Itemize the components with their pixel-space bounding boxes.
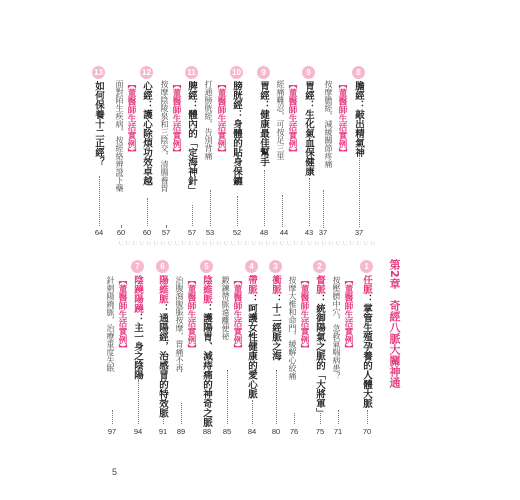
entry-number-badge: 9: [302, 66, 315, 79]
dot-leader: [163, 405, 164, 424]
entry-title: 衝脈：十二經脈之海: [270, 275, 281, 361]
entry-number-badge: 7: [131, 260, 144, 273]
sub-label: 【董醫師生活實例】: [287, 80, 297, 157]
dot-leader: [323, 190, 324, 228]
page-number: 64: [94, 228, 104, 237]
toc-entry-bladder[interactable]: [230, 66, 243, 186]
toc-sub-entry[interactable]: [171, 80, 181, 157]
sub-label: 【董醫師生活實例】: [126, 80, 136, 157]
dot-leader: [320, 413, 321, 424]
entry-number-badge: 3: [269, 260, 282, 273]
dot-leader: [359, 155, 360, 227]
dot-leader: [166, 225, 167, 227]
entry-title: 任脈：掌管生殖孕養的人體大脈: [361, 275, 372, 408]
toc-entry-spleen[interactable]: [185, 66, 198, 195]
dot-leader: [294, 413, 295, 424]
toc-entry-ren[interactable]: [360, 260, 373, 408]
page-number: 70: [362, 427, 372, 436]
toc-sub-entry[interactable]: [186, 276, 196, 353]
toc-entry-heart[interactable]: [140, 66, 153, 186]
entry-title: 胃經：生化氣血保健康: [303, 81, 314, 176]
page-number: 53: [205, 228, 215, 237]
page-number: 75: [315, 427, 325, 436]
sub-desc: 按摩膽經，減緩關節疼痛: [324, 80, 333, 168]
page-number: 71: [333, 427, 343, 436]
sub-label: 【董醫師生活實例】: [343, 276, 353, 353]
page-number: 80: [271, 427, 281, 436]
dot-leader: [309, 178, 310, 226]
entry-title: 陰蹺陽蹺：主一身之陰陽: [132, 275, 143, 380]
entry-number-badge: 8: [352, 66, 365, 79]
toc-sub-entry[interactable]: [216, 80, 226, 157]
page-number: 60: [142, 228, 152, 237]
entry-title: 膽經：敲出精氣神: [353, 81, 364, 157]
toc-sub-entry[interactable]: [324, 80, 347, 168]
dot-leader: [181, 403, 182, 424]
page-number: 94: [133, 427, 143, 436]
entry-number-badge: 12: [140, 66, 153, 79]
entry-number-badge: 5: [200, 260, 213, 273]
sub-desc: 打通膀胱經，告別背痛: [204, 80, 213, 160]
toc-sub-entry[interactable]: [299, 276, 309, 353]
dot-leader: [227, 370, 228, 424]
entry-number-badge: 9: [257, 66, 270, 79]
dot-leader: [282, 195, 283, 227]
entry-number-badge: 4: [245, 260, 258, 273]
entry-title: 胃經：健康最佳幫手: [258, 81, 269, 167]
toc-entry-dai[interactable]: [245, 260, 258, 399]
page-number: 48: [259, 228, 269, 237]
sub-desc: 經痛難忍，可按足三里: [276, 80, 285, 160]
page-number: 97: [107, 427, 117, 436]
dot-leader: [210, 190, 211, 226]
entry-title: 心經：護心除煩功效卓越: [141, 81, 152, 186]
dot-leader: [367, 410, 368, 424]
sub-desc: 按摩大椎和命門，緩解心絞痛: [288, 276, 297, 380]
dot-leader: [121, 225, 122, 227]
dot-leader: [99, 176, 100, 226]
page-number: 57: [161, 228, 171, 237]
dot-leader: [338, 410, 339, 424]
entry-title: 膀胱經：身體的貼身保鑣: [231, 81, 242, 186]
page-number: 37: [354, 228, 364, 237]
sub-desc: 按摩陰陵泉和三陰交，清腸養胃: [160, 80, 169, 192]
dot-leader: [252, 400, 253, 424]
entry-number-badge: 2: [313, 260, 326, 273]
page-number: 89: [176, 427, 186, 436]
dot-leader: [192, 205, 193, 226]
toc-entry-stomach-2[interactable]: [257, 66, 270, 167]
chapter-heading: 第2章 奇經八脈大關神通: [388, 259, 401, 388]
sub-label: 【董醫師生活實例】: [117, 276, 127, 353]
page-number: 44: [279, 228, 289, 237]
toc-entry-gall-meridian[interactable]: [352, 66, 365, 157]
dot-leader: [112, 410, 113, 424]
toc-entry-yinwei[interactable]: [200, 260, 213, 427]
page-number: 60: [116, 228, 126, 237]
entry-title: 如何保養十二正經？: [93, 81, 104, 167]
dot-leader: [207, 418, 208, 424]
entry-title: 陰維脈：護陽胃、減痔痛的神奇之脈: [201, 275, 212, 427]
toc-sub-entry[interactable]: [343, 276, 353, 353]
toc-entry-qiao[interactable]: [131, 260, 144, 380]
dot-leader: [237, 196, 238, 226]
entry-title: 帶脈：呵護女性健康的愛心脈: [246, 275, 257, 399]
sub-label: 【董醫師生活實例】: [299, 276, 309, 353]
sub-label: 【董醫師生活實例】: [186, 276, 196, 353]
page-number: 43: [304, 228, 314, 237]
page-number: 85: [222, 427, 232, 436]
entry-title: 脾經：體內的「定海神針」: [186, 81, 197, 195]
dot-leader: [264, 170, 265, 226]
sub-desc: 治腹瀉腹脹按摩，胃痛不再: [175, 276, 184, 372]
sub-label: 【董醫師生活實例】: [337, 80, 347, 157]
section-divider: ＵＵＵＵＵＵＵＵＵＵＵＵＵＵＵＵＵＵＵＵＵＵＵＵＵＵＵＵＵＵＵＵＵＵＵＵＵ: [118, 241, 378, 247]
toc-sub-entry[interactable]: [232, 276, 242, 353]
toc-sub-entry[interactable]: [287, 80, 297, 157]
sub-label: 【董醫師生活實例】: [216, 80, 226, 157]
entry-number-badge: 13: [92, 66, 105, 79]
sub-desc: 鍛鍊帶脈遠離便祕: [221, 276, 230, 340]
toc-entry-stomach[interactable]: [302, 66, 315, 176]
sub-desc: 面對陌生疾病，按經絡辨證下藥: [115, 80, 124, 192]
toc-entry-chong[interactable]: [269, 260, 282, 361]
toc-entry-du[interactable]: [313, 260, 326, 418]
entry-title: 督脈：統御陽氣之脈的「大將軍」: [314, 275, 325, 418]
sub-desc: 按壓臍中穴，急救氣喘病患？: [332, 276, 341, 380]
page-number: 76: [289, 427, 299, 436]
toc-sub-entry[interactable]: [117, 276, 127, 353]
entry-number-badge: 11: [185, 66, 198, 79]
dot-leader: [276, 370, 277, 424]
dot-leader: [138, 380, 139, 424]
page-number: 37: [318, 228, 328, 237]
page-number: 91: [158, 427, 168, 436]
page-number: 52: [232, 228, 242, 237]
toc-entry-maintain[interactable]: [92, 66, 105, 167]
toc-sub-entry[interactable]: [126, 80, 136, 157]
toc-entry-yangwei[interactable]: [156, 260, 169, 418]
page-number: 57: [187, 228, 197, 237]
entry-title: 陽維脈：通陽經，治感冒的特效脈: [157, 275, 168, 418]
page-number: 84: [247, 427, 257, 436]
entry-number-badge: 6: [156, 260, 169, 273]
sub-label: 【董醫師生活實例】: [232, 276, 242, 353]
sub-desc: 針刺陽蹺脈，治療重度失眠: [106, 276, 115, 372]
sub-label: 【董醫師生活實例】: [171, 80, 181, 157]
entry-number-badge: 10: [230, 66, 243, 79]
footer-page-number: 5: [112, 467, 118, 477]
dot-leader: [147, 198, 148, 226]
page-number: 88: [202, 427, 212, 436]
entry-number-badge: 1: [360, 260, 373, 273]
